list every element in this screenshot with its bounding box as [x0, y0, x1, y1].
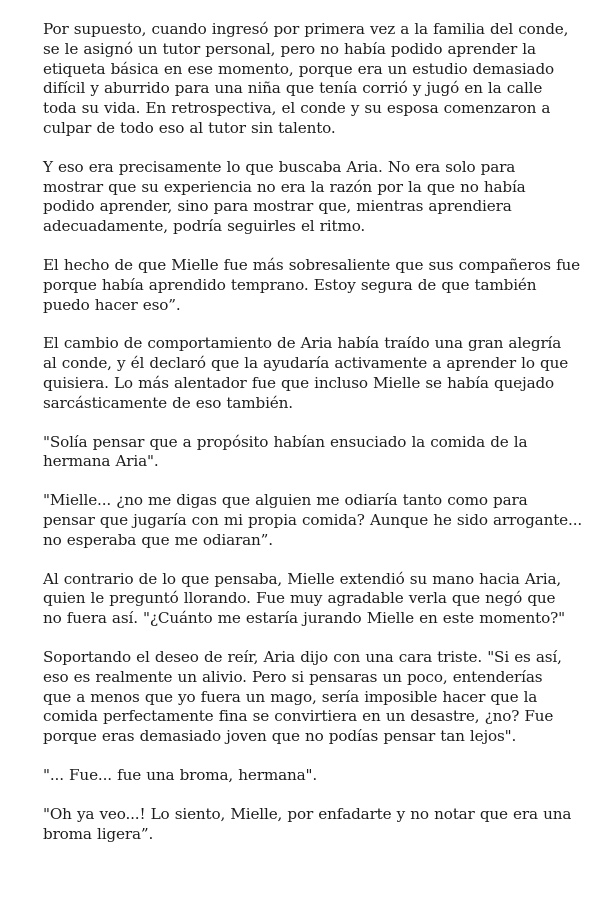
text-line: quisiera. Lo más alentador fue que incluso Mielle se había quejado: [43, 373, 555, 392]
text-line: no fuera así. "¿Cuánto me estaría jurando Mielle en este momento?": [43, 609, 565, 628]
text-line: eso es realmente un alivio. Pero si pensaras un poco, entenderías: [43, 667, 543, 686]
text-line: no esperaba que me odiaran”.: [43, 530, 273, 549]
text-line: Al contrario de lo que pensaba, Mielle extendió su mano hacia Aria,: [43, 569, 562, 588]
paragraph-5: [43, 433, 574, 473]
text-line: "... Fue... fue una broma, hermana".: [43, 765, 318, 784]
text-line: mostrar que su experiencia no era la razón por la que no había: [43, 177, 526, 196]
text-line: etiqueta básica en ese momento, porque era un estudio demasiado: [43, 59, 555, 78]
text-line: "Solía pensar que a propósito habían ensuciado la comida de la: [43, 432, 528, 451]
paragraph-8: [43, 648, 574, 747]
text-line: porque había aprendido temprano. Estoy segura de que también: [43, 275, 537, 294]
paragraph-1: [43, 20, 574, 139]
text-line: Soportando el deseo de reír, Aria dijo con una cara triste. "Si es así,: [43, 647, 562, 666]
text-line: toda su vida. En retrospectiva, el conde y su esposa comenzaron a: [43, 99, 551, 118]
text-line: comida perfectamente fina se convirtiera en un desastre, ¿no? Fue: [43, 707, 554, 726]
text-line: que a menos que yo fuera un mago, sería imposible hacer que la: [43, 687, 538, 706]
text-line: quien le preguntó llorando. Fue muy agradable verla que negó que: [43, 589, 556, 608]
text-line: "Mielle... ¿no me digas que alguien me odiaría tanto como para: [43, 491, 528, 510]
paragraph-10: [43, 805, 574, 845]
text-line: al conde, y él declaró que la ayudaría activamente a aprender lo que: [43, 354, 569, 373]
paragraph-2: [43, 158, 574, 237]
text-line: podido aprender, sino para mostrar que, mientras aprendiera: [43, 197, 512, 216]
text-line: El cambio de comportamiento de Aria había traído una gran alegría: [43, 334, 562, 353]
paragraph-7: [43, 570, 574, 629]
paragraph-4: [43, 334, 574, 413]
text-line: sarcásticamente de eso también.: [43, 393, 293, 412]
text-line: se le asignó un tutor personal, pero no había podido aprender la: [43, 39, 536, 58]
text-line: puedo hacer eso”.: [43, 295, 181, 314]
text-line: "Oh ya veo...! Lo siento, Mielle, por enfadarte y no notar que era una: [43, 804, 572, 823]
text-line: El hecho de que Mielle fue más sobresaliente que sus compañeros fue: [43, 255, 581, 274]
text-line: hermana Aria".: [43, 452, 159, 471]
text-line: adecuadamente, podría seguirles el ritmo.: [43, 217, 366, 236]
text-line: Por supuesto, cuando ingresó por primera vez a la familia del conde,: [43, 20, 569, 38]
paragraph-3: [43, 255, 581, 315]
text-line: difícil y aburrido para una niña que tenía corrió y jugó en la calle: [43, 79, 543, 98]
text-line: broma ligera”.: [43, 824, 154, 843]
text-line: porque eras demasiado joven que no podías pensar tan lejos".: [43, 727, 517, 746]
paragraph-9: [43, 766, 574, 786]
paragraph-6: [43, 491, 583, 550]
text-line: Y eso era precisamente lo que buscaba Aria. No era solo para: [43, 157, 516, 176]
text-line: pensar que jugaría con mi propia comida? Aunque he sido arrogante...: [43, 510, 583, 529]
text-line: culpar de todo eso al tutor sin talento.: [43, 118, 336, 137]
